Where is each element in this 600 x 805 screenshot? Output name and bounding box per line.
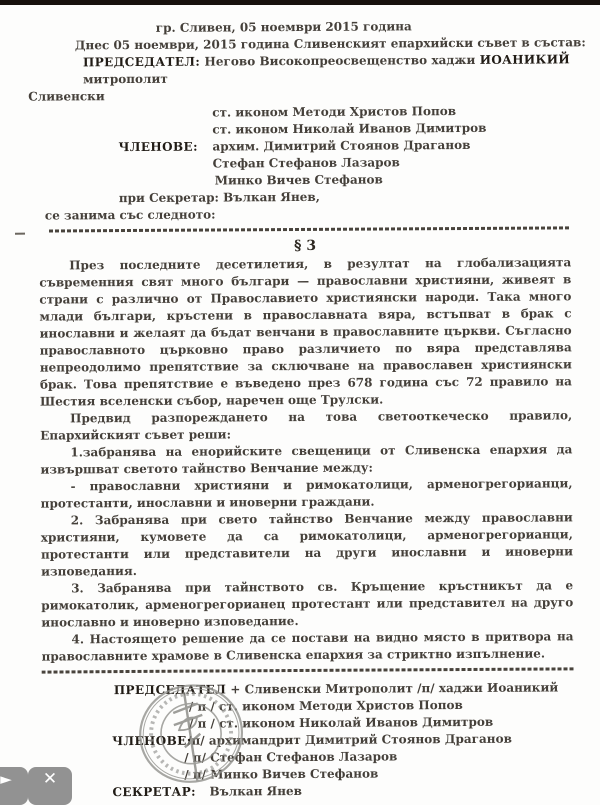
sig-row-3: /п/ архимандрит Димитрий Стоянов Драганов (187, 731, 512, 748)
chairman-name: ИОАНИКИЙ (479, 52, 570, 67)
divider-bottom (42, 667, 574, 675)
decision-item-4: 4. Настоящето решение да се постави на видно място в притвора на православните храмове в Сливенска епархия за стриктно изпълнение. (41, 629, 574, 664)
paragraph-2: Предвид разпореждането на това светооткеческо правило, Епархийският съвет реши: (40, 408, 573, 443)
member-3: архим. Димитрий Стоянов Драганов (212, 137, 471, 154)
sig-members-label: ЧЛЕНОВЕ: (112, 733, 192, 749)
prev-arrow-icon: ► (0, 770, 12, 788)
dashed-line (49, 226, 571, 232)
sig-chairman-row (114, 679, 574, 699)
closing-line: се занима със следното: (44, 207, 216, 223)
members-label: ЧЛЕНОВЕ: (118, 139, 198, 155)
sig-chairman-label: ПРЕДСЕДАТЕЛ (113, 682, 227, 698)
dashed-line (42, 667, 574, 673)
chairman-text: Негово Високопреосвещенство хаджи (204, 52, 476, 69)
divider-top (39, 226, 571, 234)
section-number: § 3 (294, 237, 317, 255)
scanned-document (0, 3, 600, 800)
secretary-line: при Секретар: Вълкан Янев, (118, 189, 320, 206)
doc-chairman-line (83, 51, 570, 88)
decision-item-3: 3. Забранява при тайнството св. Кръщение кръстникът да е римокатолик, арменогрегорианец протестант или представител на друго инославно и иноверно изповедание. (41, 578, 574, 630)
sig-row-1: / п / ст. иконом Методи Христов Попов (188, 698, 463, 714)
chairman-title: митрополит (83, 71, 168, 87)
divider-tick-mark (15, 233, 25, 235)
member-5: Минко Вичев Стефанов (214, 172, 383, 188)
chairman-title2: Сливенски (28, 89, 105, 104)
doc-place-date: гр. Сливен, 05 ноември 2015 година (155, 19, 412, 35)
doc-intro-line: Днес 05 ноември, 2015 година Сливенският епархийски съвет в състав: (74, 35, 586, 53)
member-2: ст. иконом Николай Иванов Димитров (212, 120, 487, 137)
member-4: Стефан Стефанов Лазаров (212, 155, 400, 171)
sig-secretary-row (42, 781, 574, 801)
sig-secretary-name: Вълкан Янев (209, 783, 303, 799)
sig-row-2: / п / ст. иконом Николай Иванов Димитров (188, 714, 494, 731)
close-icon: ✕ (42, 769, 58, 789)
signature-block (42, 679, 575, 801)
sig-secretary-label: СЕКРЕТАР: (112, 784, 197, 800)
close-button[interactable] (28, 767, 72, 805)
decision-item-1: 1.забранява на енорийските свещеници от Сливенска епархия да извършват светото тайнство Венчание между: (40, 442, 573, 477)
sig-members-row (42, 730, 574, 750)
chairman-label: ПРЕДСЕДАТЕЛ: (82, 54, 201, 70)
decision-item-2: 2. Забранява при свето тайнство Венчание между православни християни, кумовете да са римокатолици, арменогрегорианци, протестанти или представители на други инославни и иноверни изповедания. (40, 510, 574, 579)
member-1: ст. иконом Методи Христов Попов (212, 104, 457, 120)
sig-chairman-text: + Сливенски Митрополит /п/ хаджи Иоаникий (230, 680, 559, 697)
prev-button[interactable] (0, 767, 28, 805)
decision-item-1a: - православни християни и римокатолици, арменогрегорианци, протестанти, инославни и иноверни граждани. (40, 476, 573, 511)
paragraph-1: През последните десетилетия, в резултат на глобализацията съвременния свят много българи — православни християни, живеят в страни с различно от Православието християнски народи. Така много млади българи, кръстени в православната вяра, встъпват в брак с инославни и желаят да бъдат венчани в православните църкви. Съгласно православното църковно право различието по вяра представлява непреодолимо препятствие за сключване на православен християнски брак. Това препятствие е въведено през 678 година със 72 правило на Шестия вселенски събор, наречен още Трулски. (39, 255, 572, 409)
sig-row-5: / п/ Минко Вичев Стефанов (184, 766, 379, 782)
sig-row-4: / п/ Стефан Стефанов Лазаров (184, 749, 398, 765)
members-row (38, 136, 570, 156)
